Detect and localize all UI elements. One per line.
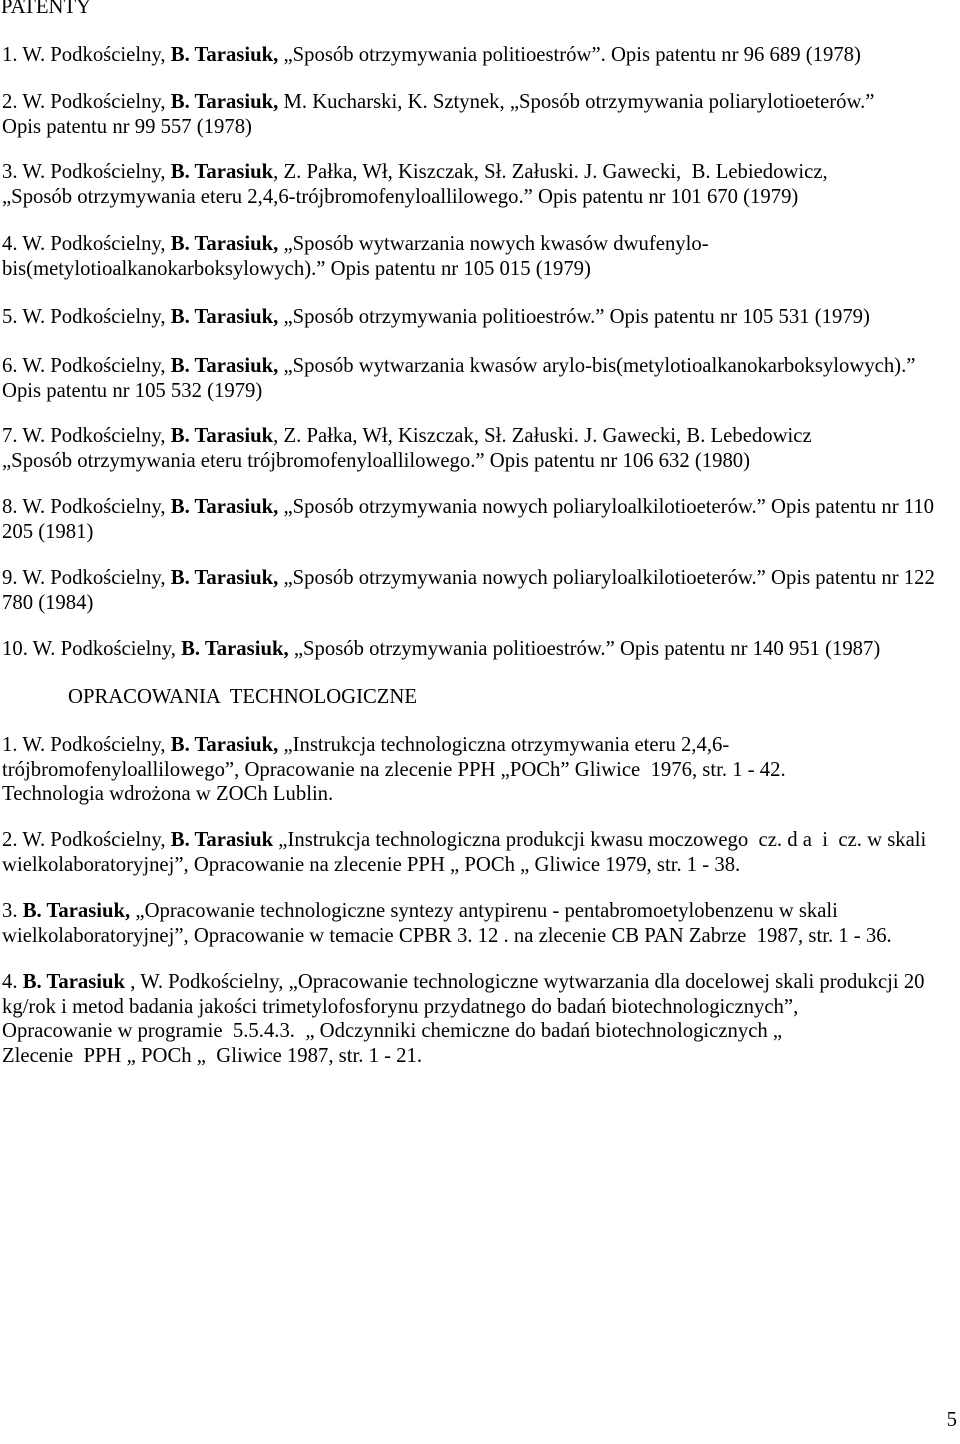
patent-entry — [2, 495, 934, 544]
entry-line — [2, 257, 709, 282]
patent-entry — [2, 160, 828, 209]
entry-line — [2, 853, 926, 878]
author-name-bold: B. Tarasiuk, — [170, 567, 279, 589]
entry-text: 3. W. Podkościelny, — [2, 161, 171, 183]
entry-text: 1. W. Podkościelny, — [2, 44, 171, 66]
author-name-bold: B. Tarasiuk, — [170, 496, 279, 518]
entry-text: 4. W. Podkościelny, — [2, 233, 171, 255]
entry-text: „Sposób otrzymywania eteru 2,4,6-trójbromofenyloallilowego.” Opis patentu nr 101 670 (1979) — [2, 185, 799, 208]
patent-entry — [2, 637, 880, 662]
author-name-bold: B. Tarasiuk — [22, 971, 126, 993]
entry-line — [2, 828, 926, 853]
entry-line — [2, 90, 874, 115]
entry-line — [2, 449, 812, 474]
entry-text: „Sposób wytwarzania nowych kwasów dwufenylo- — [278, 233, 709, 255]
entry-text: kg/rok i metod badania jakości trimetylofosforynu przydatnego do badań biotechnologicznych”, — [2, 995, 799, 1018]
entry-text: 780 (1984) — [2, 591, 94, 614]
entry-text: „Sposób otrzymywania nowych poliaryloalkilotioeterów.” Opis patentu nr 110 — [278, 496, 935, 518]
entry-line — [2, 758, 786, 783]
technical-report-entry — [2, 970, 925, 1068]
patent-entry — [2, 354, 915, 403]
entry-text: Opracowanie w programie 5.5.4.3. „ Odczynniki chemiczne do badań biotechnologicznych „ — [2, 1020, 783, 1043]
entry-text: Technologia wdrożona w ZOCh Lublin. — [2, 783, 334, 806]
entry-line — [2, 354, 915, 379]
entry-line — [2, 591, 935, 616]
entry-text: Opis patentu nr 99 557 (1978) — [2, 115, 252, 138]
entry-text: wielkolaboratoryjnej”, Opracowanie na zlecenie PPH „ POCh „ Gliwice 1979, str. 1 - 38. — [2, 853, 741, 876]
entry-text: „Instrukcja technologiczna produkcji kwasu moczowego cz. d a i cz. w skali — [273, 829, 927, 851]
entry-text: , Z. Pałka, Wł, Kiszczak, Sł. Załuski. J. Gawecki, B. Lebiedowicz, — [273, 161, 828, 183]
patent-entry — [2, 424, 812, 473]
entry-line — [2, 424, 812, 449]
author-name-bold: B. Tarasiuk, — [181, 638, 289, 660]
entry-line — [2, 970, 925, 995]
entry-line — [2, 733, 786, 758]
entry-text: , Z. Pałka, Wł, Kiszczak, Sł. Załuski. J. Gawecki, B. Lebedowicz — [273, 425, 812, 447]
entry-line — [2, 379, 915, 404]
technical-report-entry — [2, 899, 892, 948]
entry-text: , W. Podkościelny, „Opracowanie technologiczne wytwarzania dla docelowej skali produkcji 20 — [125, 971, 925, 993]
entry-text: „Sposób otrzymywania nowych poliaryloalkilotioeterów.” Opis patentu nr 122 — [278, 567, 935, 589]
entry-text: 10. W. Podkościelny, — [2, 638, 182, 660]
author-name-bold: B. Tarasiuk, — [170, 233, 279, 255]
patent-entry — [2, 566, 935, 615]
entry-text: 7. W. Podkościelny, — [2, 425, 171, 447]
entry-text: wielkolaboratoryjnej”, Opracowanie w temacie CPBR 3. 12 . na zlecenie CB PAN Zabrze 1987, str. 1 - 36. — [2, 924, 892, 947]
technical-report-entry — [2, 828, 926, 877]
entry-line — [2, 782, 786, 807]
entry-text: 6. W. Podkościelny, — [2, 355, 171, 377]
entry-line — [2, 160, 828, 185]
author-name-bold: B. Tarasiuk, — [170, 306, 279, 328]
author-name-bold: B. Tarasiuk — [170, 425, 274, 447]
entry-text: 9. W. Podkościelny, — [2, 567, 171, 589]
author-name-bold: B. Tarasiuk — [170, 829, 274, 851]
patents-heading: PATENTY — [1, 0, 92, 18]
entry-text: 2. W. Podkościelny, — [2, 91, 171, 113]
patent-entry — [2, 232, 709, 281]
entry-line — [2, 566, 935, 591]
entry-line — [2, 115, 874, 140]
entry-text: „Sposób otrzymywania politioestrów.” Opis patentu nr 140 951 (1987) — [288, 638, 881, 660]
entry-line — [2, 495, 934, 520]
entry-line — [2, 637, 880, 662]
author-name-bold: B. Tarasiuk, — [170, 355, 279, 377]
entry-line — [2, 1019, 925, 1044]
author-name-bold: B. Tarasiuk, — [170, 44, 279, 66]
entry-line — [2, 305, 870, 330]
entry-text: Opis patentu nr 105 532 (1979) — [2, 379, 263, 402]
patent-entry — [2, 43, 861, 68]
entry-line — [2, 995, 925, 1020]
author-name-bold: B. Tarasiuk, — [170, 734, 279, 756]
entry-text: „Sposób otrzymywania eteru trójbromofenyloallilowego.” Opis patentu nr 106 632 (1980) — [2, 449, 751, 472]
entry-text: 2. W. Podkościelny, — [2, 829, 171, 851]
technical-report-entry — [2, 733, 786, 807]
entry-text: „Sposób otrzymywania politioestrów.” Opis patentu nr 105 531 (1979) — [278, 306, 870, 328]
patent-entry — [2, 305, 870, 330]
author-name-bold: B. Tarasiuk, — [22, 900, 131, 922]
entry-text: 205 (1981) — [2, 520, 94, 543]
entry-text: 4. — [2, 971, 23, 993]
entry-text: M. Kucharski, K. Sztynek, „Sposób otrzymywania poliarylotioeterów.” — [278, 91, 875, 113]
entry-text: „Sposób wytwarzania kwasów arylo-bis(metylotioalkanokarboksylowych).” — [278, 355, 916, 377]
entry-text: trójbromofenyloallilowego”, Opracowanie na zlecenie PPH „POCh” Gliwice 1976, str. 1 - 42. — [2, 758, 786, 781]
technical-reports-heading: OPRACOWANIA TECHNOLOGICZNE — [68, 686, 417, 708]
entry-line — [2, 1044, 925, 1069]
entry-text: „Instrukcja technologiczna otrzymywania eteru 2,4,6- — [278, 734, 730, 756]
entry-text: 3. — [2, 900, 23, 922]
entry-text: Zlecenie PPH „ POCh „ Gliwice 1987, str. 1 - 21. — [2, 1044, 423, 1067]
author-name-bold: B. Tarasiuk, — [170, 91, 279, 113]
entry-text: bis(metylotioalkanokarboksylowych).” Opis patentu nr 105 015 (1979) — [2, 257, 591, 280]
entry-text: „Sposób otrzymywania politioestrów”. Opis patentu nr 96 689 (1978) — [278, 44, 861, 66]
entry-text: 8. W. Podkościelny, — [2, 496, 171, 518]
entry-line — [2, 185, 828, 210]
entry-text: 1. W. Podkościelny, — [2, 734, 171, 756]
author-name-bold: B. Tarasiuk — [170, 161, 274, 183]
entry-line — [2, 232, 709, 257]
entry-line — [2, 520, 934, 545]
entry-line — [2, 924, 892, 949]
entry-line — [2, 899, 892, 924]
entry-text: „Opracowanie technologiczne syntezy antypirenu - pentabromoetylobenzenu w skali — [130, 900, 838, 922]
page-number: 5 — [946, 1409, 957, 1431]
entry-line — [2, 43, 861, 68]
patent-entry — [2, 90, 874, 139]
entry-text: 5. W. Podkościelny, — [2, 306, 171, 328]
